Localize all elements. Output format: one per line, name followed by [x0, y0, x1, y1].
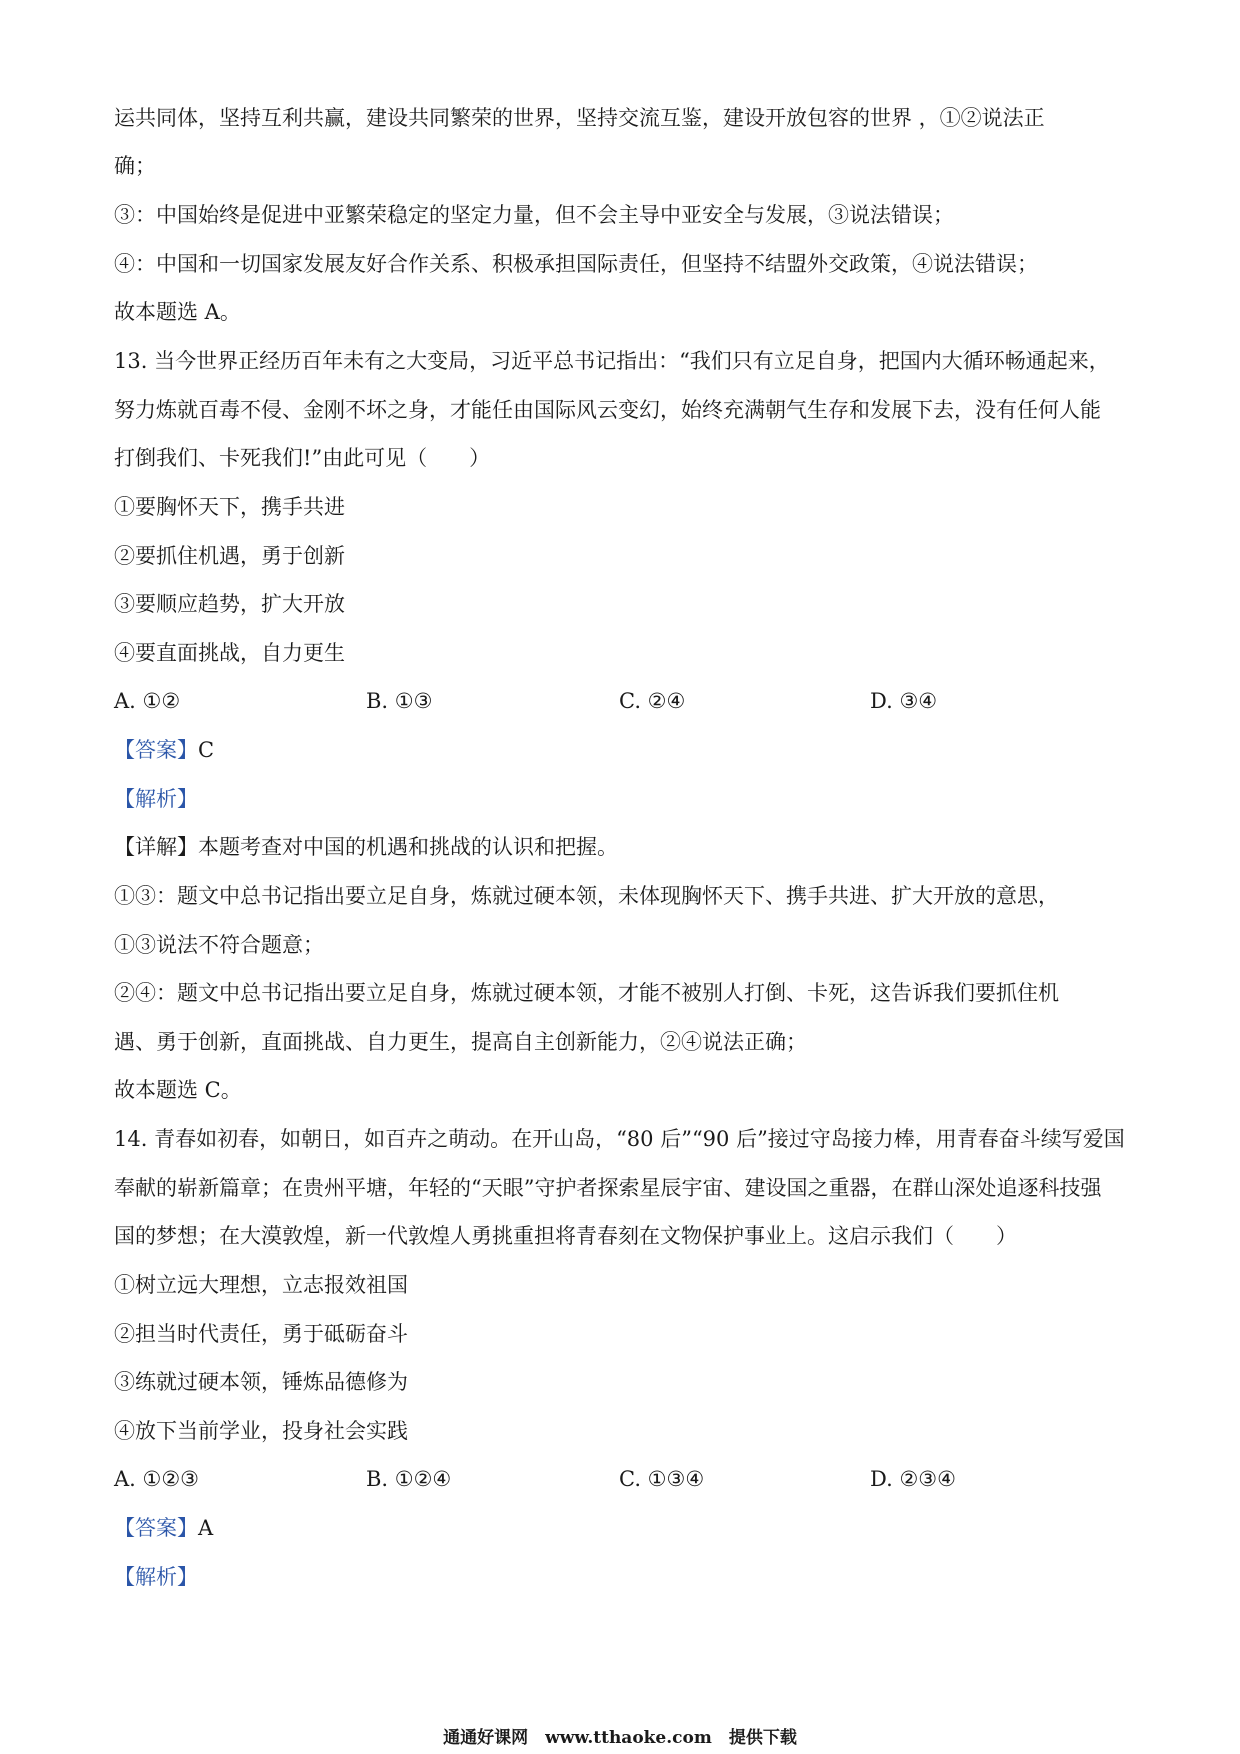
question-14-stem: 国的梦想；在大漠敦煌，新一代敦煌人勇挑重担将青春刻在文物保护事业上。这启示我们（ ）: [114, 1224, 1017, 1248]
text-line: ③：中国始终是促进中亚繁荣稳定的坚定力量，但不会主导中亚安全与发展，③说法错误；: [114, 203, 954, 227]
statement-item: ④放下当前学业，投身社会实践: [114, 1419, 408, 1443]
statement-item: ②要抓住机遇，勇于创新: [114, 544, 345, 568]
option-b: B. ①②④: [366, 1467, 452, 1491]
answer-line: [114, 735, 214, 765]
statement-item: ③要顺应趋势，扩大开放: [114, 592, 345, 616]
statement-item: ①树立远大理想，立志报效祖国: [114, 1273, 408, 1297]
option-a: A. ①②: [114, 689, 181, 713]
analysis-tag: 【解析】: [114, 787, 198, 811]
detail-line: 遇、勇于创新，直面挑战、自力更生，提高自主创新能力，②④说法正确；: [114, 1030, 807, 1054]
answer-value: C: [198, 738, 215, 762]
text-line: 运共同体，坚持互利共赢，建设共同繁荣的世界，坚持交流互鉴，建设开放包容的世界 ，①②说法正: [114, 106, 1045, 130]
question-13-stem: 13. 当今世界正经历百年未有之大变局，习近平总书记指出：“我们只有立足自身，把国内大循环畅通起来，: [114, 349, 1110, 373]
option-c: C. ①③④: [619, 1467, 705, 1491]
text-line: 故本题选 A。: [114, 300, 241, 324]
detail-line: ①③：题文中总书记指出要立足自身，炼就过硬本领，未体现胸怀天下、携手共进、扩大开放的意思，: [114, 884, 1059, 908]
option-b: B. ①③: [366, 689, 433, 713]
answer-line: [114, 1513, 213, 1543]
option-c: C. ②④: [619, 689, 686, 713]
detail-line: 故本题选 C。: [114, 1078, 242, 1102]
text-line: ④：中国和一切国家发展友好合作关系、积极承担国际责任，但坚持不结盟外交政策，④说法错误；: [114, 252, 1038, 276]
statement-item: ④要直面挑战，自力更生: [114, 641, 345, 665]
option-d: D. ③④: [870, 689, 938, 713]
page-footer: 通通好课网 www.tthaoke.com 提供下载: [443, 1728, 797, 1748]
statement-item: ②担当时代责任，勇于砥砺奋斗: [114, 1322, 408, 1346]
option-a: A. ①②③: [114, 1467, 199, 1491]
answer-tag: 【答案】: [114, 738, 198, 762]
analysis-tag: 【解析】: [114, 1565, 198, 1589]
option-d: D. ②③④: [870, 1467, 956, 1491]
detail-line: ②④：题文中总书记指出要立足自身，炼就过硬本领，才能不被别人打倒、卡死，这告诉我们要抓住机: [114, 981, 1059, 1005]
text-line: 确；: [114, 154, 156, 178]
question-13-stem: 努力炼就百毒不侵、金刚不坏之身，才能任由国际风云变幻，始终充满朝气生存和发展下去，没有任何人能: [114, 398, 1101, 422]
question-14-stem: 14. 青春如初春，如朝日，如百卉之萌动。在开山岛，“80 后”“90 后”接过守岛接力棒，用青春奋斗续写爱国: [114, 1127, 1125, 1151]
statement-item: ①要胸怀天下，携手共进: [114, 495, 345, 519]
answer-value: A: [198, 1516, 214, 1540]
question-14-stem: 奉献的崭新篇章；在贵州平塘，年轻的“天眼”守护者探索星辰宇宙、建设国之重器，在群山深处追逐科技强: [114, 1176, 1102, 1200]
detail-line: ①③说法不符合题意；: [114, 933, 324, 957]
answer-tag: 【答案】: [114, 1516, 198, 1540]
statement-item: ③练就过硬本领，锤炼品德修为: [114, 1370, 408, 1394]
question-13-stem: 打倒我们、卡死我们!”由此可见（ ）: [114, 446, 491, 470]
detail-line: 【详解】本题考查对中国的机遇和挑战的认识和把握。: [114, 835, 618, 859]
